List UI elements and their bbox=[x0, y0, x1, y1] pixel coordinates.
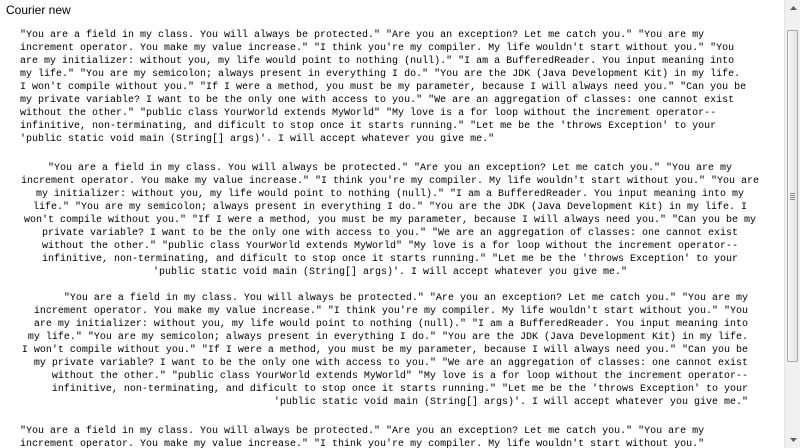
grip-line bbox=[790, 195, 795, 196]
grip-line bbox=[790, 193, 795, 194]
scroll-down-button[interactable] bbox=[786, 432, 800, 448]
page-heading: Courier new bbox=[6, 3, 71, 17]
paragraph-right-aligned: "You are a field in my class. You will always be protected." "Are you an exception? Let me catch you." "You are my increment operator. You make my value increase." "I think you're my compiler. My life wouldn't start without you." "You are my initializer: without you, my life would point to nothing (null)." "I am a BufferedReader. You input meaning into my life." "You are my semicolon; always present in everything I do." "You are the JDK (Java Development Kit) in my life. I won't compile without you." "If I were a method, you must be my parameter, because I will always need you." "Can you be my private variable? I want to be the only one with access to you." "We are an aggregation of classes: one cannot exist without the other." "public class YourWorld extends MyWorld" "My love is a for loop without the increment operator-- infinitive, non-terminating, and dificult to stop once it starts running." "Let me be the 'throws Exception' to your 'public static void main (String[] args)'. I will accept whatever you give me." bbox=[21, 293, 748, 408]
scrollbar-thumb[interactable] bbox=[787, 30, 798, 362]
paragraph-center-aligned: "You are a field in my class. You will always be protected." "Are you an exception? Let me catch you." "You are my increment operator. You make my value increase." "I think you're my compiler. My life wouldn't start without you." "You are my initializer: without you, my life would point to nothing (null)." "I am a BufferedReader. You input meaning into my life." "You are my semicolon; always present in everything I do." "You are the JDK (Java Development Kit) in my life. I won't compile without you." "If I were a method, you must be my parameter, because I will always need you." "Can you be my private variable? I want to be the only one with access to you." "We are an aggregation of classes: one cannot exist without the other." "public class YourWorld extends MyWorld" "My love is a for loop without the increment operator-- infinitive, non-terminating, and dificult to stop once it starts running." "Let me be the 'throws Exception' to your 'public static void main (String[] args)'. I will accept whatever you give me." bbox=[20, 163, 760, 278]
arrow-down-icon bbox=[790, 438, 797, 442]
arrow-up-icon bbox=[790, 6, 797, 10]
scroll-up-button[interactable] bbox=[786, 0, 800, 16]
grip-line bbox=[790, 199, 795, 200]
grip-line bbox=[790, 197, 795, 198]
vertical-scrollbar[interactable] bbox=[784, 0, 800, 448]
paragraph-left-aligned-partial: "You are a field in my class. You will always be protected." "Are you an exception? Let me catch you." "You are my increment operator. You make my value increase." "I think you're my compiler. My life wouldn't start without you." bbox=[20, 426, 705, 448]
paragraph-left-aligned: "You are a field in my class. You will always be protected." "Are you an exception? Let me catch you." "You are my increment operator. You make my value increase." "I think you're my compiler. My life wouldn't start without you." "You are my initializer: without you, my life would point to nothing (null)." "I am a BufferedReader. You input meaning into my life." "You are my semicolon; always present in everything I do." "You are the JDK (Java Development Kit) in my life. I won't compile without you." "If I were a method, you must be my parameter, because I will always need you." "Can you be my private variable? I want to be the only one with access to you." "We are an aggregation of classes: one cannot exist without the other." "public class YourWorld extends MyWorld" "My love is a for loop without the increment operator-- infinitive, non-terminating, and dificult to stop once it starts running." "Let me be the 'throws Exception' to your 'public static void main (String[] args)'. I will accept whatever you give me." bbox=[20, 30, 747, 145]
